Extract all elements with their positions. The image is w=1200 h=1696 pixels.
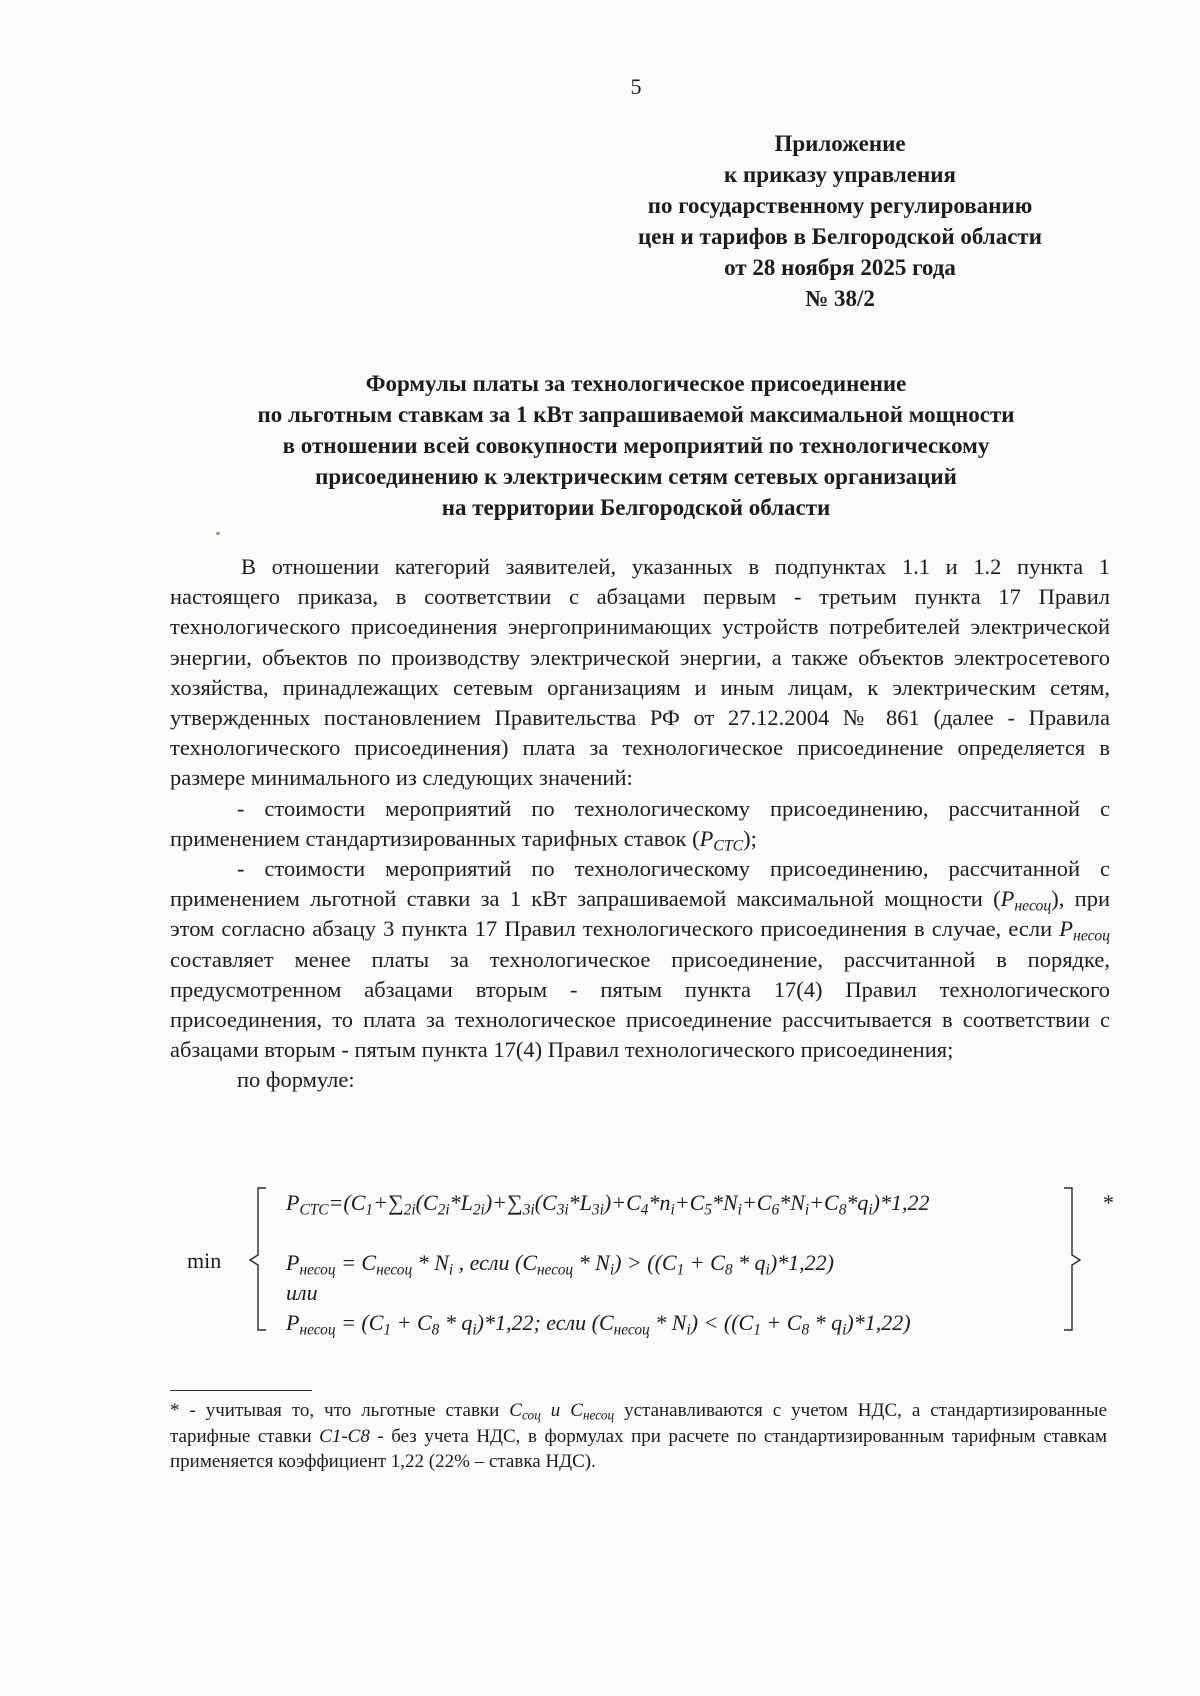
annex-line: к приказу управления <box>724 162 956 187</box>
p-nesoc-subscript: несоц <box>1014 897 1052 915</box>
list-item-text: - стоимости мероприятий по технологическому присоединению, рассчитанной с применением стандартизированных тарифных ставок ( <box>170 795 1110 851</box>
p-nesoc-subscript: несоц <box>1073 927 1110 945</box>
c-soc-symbol: C <box>509 1400 522 1421</box>
p-nesoc-symbol: P <box>1000 886 1015 912</box>
title-line: Формулы платы за технологическое присоединение <box>365 371 907 396</box>
formula-p-nesoc-2: $P_{несоц} = (C_1 + C_8 * q_i)*1,22$; если $(C_{несоц} * N_i) < ((C_1 + C_8 * q_i)*1,22)$ <box>286 1310 911 1339</box>
formula-p-stc: $P_{CTC}=(C_1+\sum_{2i}(C_{2i}*L_{2i})+\sum_{3i}(C_{3i}*L_{3i})+C_4*n_i+C_5*N_i+C_6*N_i+C_8*q_i)*1,22$ <box>286 1190 930 1219</box>
footnote-separator <box>170 1390 312 1391</box>
footnote <box>170 1398 1107 1475</box>
p-stc-symbol: P <box>699 825 714 851</box>
list-item-text: ), при этом согласно абзацу 3 пункта 17 Правил технологического присоединения в случае, если <box>170 886 1110 942</box>
annex-line: № 38/2 <box>805 286 875 311</box>
c-range-symbol: C1-C8 <box>319 1425 370 1447</box>
c-nesoc-symbol: C <box>570 1400 583 1421</box>
min-label: min <box>187 1248 222 1273</box>
c-soc-subscript: соц <box>521 1407 541 1423</box>
by-formula-label: по формуле: <box>237 1067 355 1093</box>
p-stc-subscript: СТС <box>713 837 744 855</box>
p-nesoc-symbol: P <box>1059 916 1074 942</box>
footnote-part: устанавливаются с учетом НДС, а стандартизированные тарифные ставки <box>170 1400 1107 1447</box>
annex-line: Приложение <box>774 131 906 156</box>
intro-paragraph: В отношении категорий заявителей, указанных в подпунктах 1.1 и 1.2 пункта 1 настоящего приказа, в соответствии с абзацами первым - третьим пункта 17 Правил технологического присоединения энергопринимающих устройств потребителей электрической энергии, объектов по производству электрической энергии, а также объектов электросетевого хозяйства, принадлежащих сетевым организациям и иным лицам, к электрическим сетям, утвержденных постановлением Правительства РФ от 27.12.2004 № 861 (далее - Правила технологического присоединения) плата за технологическое присоединение определяется в размере минимального из следующих значений: <box>170 554 1110 791</box>
list-item-text: - стоимости мероприятий по технологическому присоединению, рассчитанной с применением льготной ставки за 1 кВт запрашиваемой максимальной мощности ( <box>170 856 1110 912</box>
formula-p-nesoc-1: $P_{несоц} = C_{несоц} * N_i$ , если $(C_{несоц} * N_i) > ((C_1 + C_8 * q_i)*1,22)$ <box>286 1250 834 1279</box>
annex-line: по государственному регулированию <box>647 193 1033 218</box>
formula-or: или <box>286 1280 318 1305</box>
c-nesoc-subscript: несоц <box>582 1407 615 1423</box>
page-number: 5 <box>630 74 642 99</box>
list-item-text: составляет менее платы за технологическое присоединение, рассчитанной в порядке, предусмотренном абзацами вторым - пятым пункта 17(4) Правил технологического присоединения, то плата за технологическое присоединение рассчитывается в соответствии с абзацами вторым - пятым пункта 17(4) Правил технологического присоединения; <box>170 946 1110 1063</box>
title-line: присоединению к электрическим сетям сетевых организаций <box>315 464 957 489</box>
footnote-part: * - учитывая то, что льготные ставки <box>170 1400 510 1421</box>
footnote-text <box>170 1398 1107 1475</box>
title-line: на территории Белгородской области <box>441 495 831 520</box>
list-item-end: ); <box>743 825 757 851</box>
footnote-and: и <box>540 1400 571 1421</box>
footnote-part: - без учета НДС, в формулах при расчете по стандартизированным тарифным ставкам применяется коэффициент 1,22 (22% – ставка НДС). <box>170 1425 1107 1472</box>
formula-asterisk: * <box>1103 1190 1114 1215</box>
title-line: по льготным ставкам за 1 кВт запрашиваемой максимальной мощности <box>257 402 1015 427</box>
annex-line: цен и тарифов в Белгородской области <box>638 224 1042 249</box>
annex-line: от 28 ноября 2025 года <box>724 255 956 280</box>
title-line: в отношении всей совокупности мероприятий по технологическому <box>282 433 990 458</box>
